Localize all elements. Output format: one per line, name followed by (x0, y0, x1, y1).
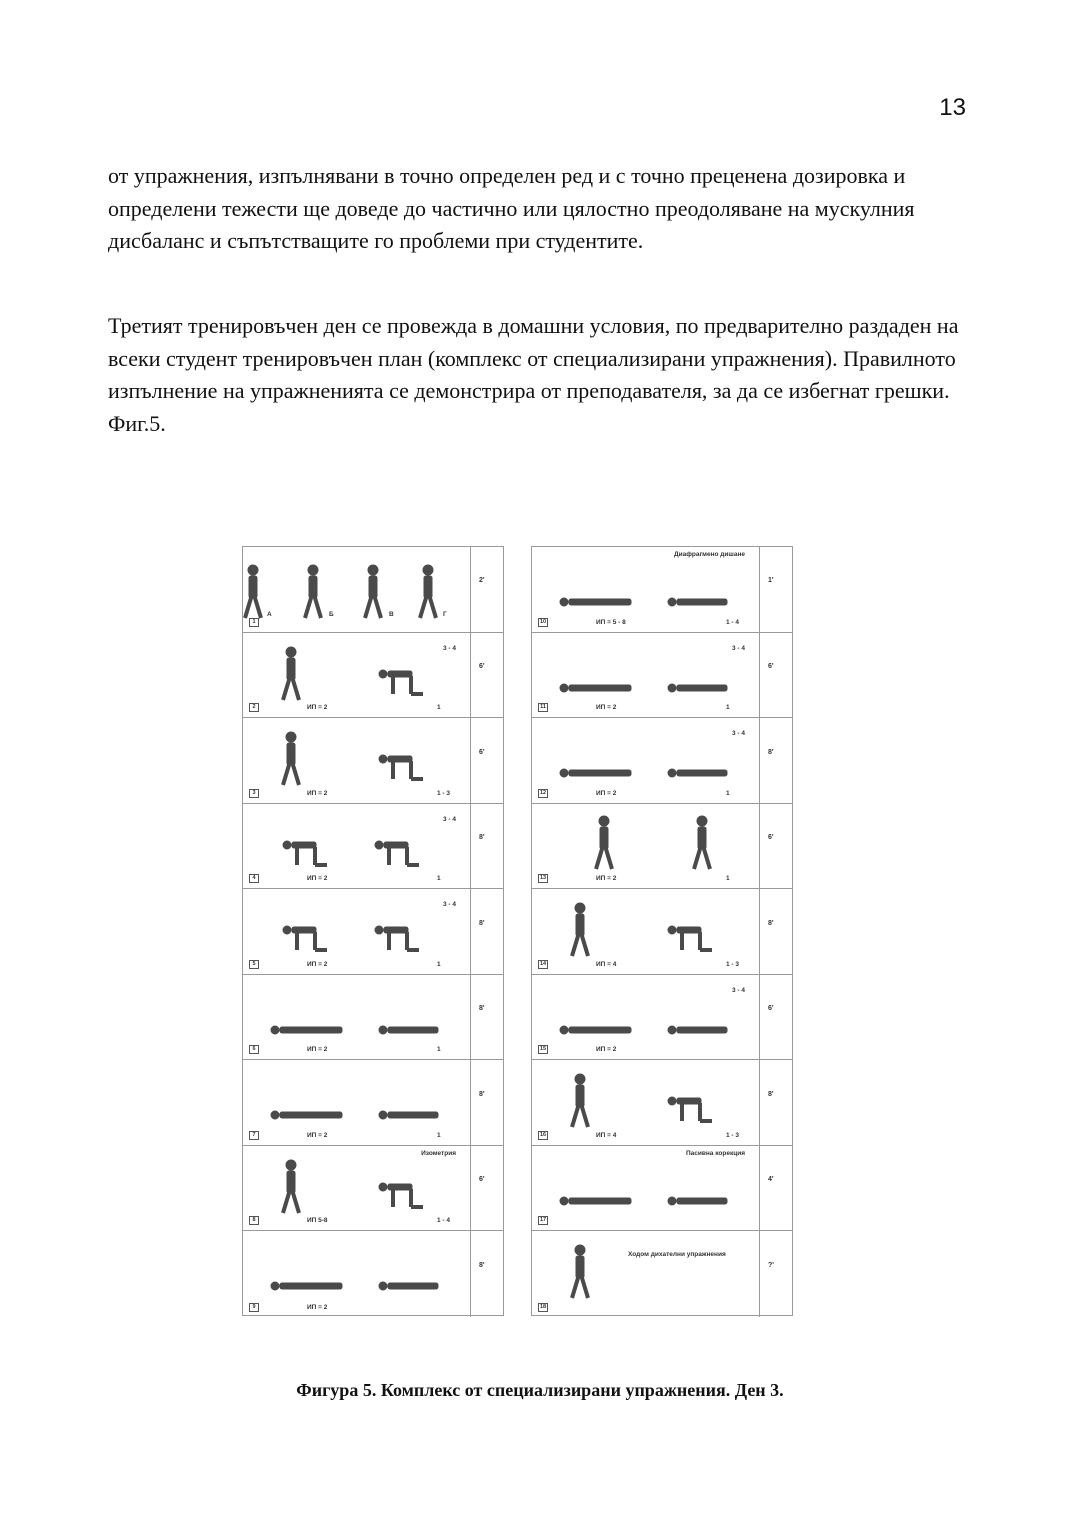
exercise-drawing (532, 1146, 760, 1231)
lying-figure (560, 598, 631, 606)
standing-figure (283, 1160, 299, 1213)
exercise-duration: 8' (479, 1005, 485, 1013)
lying-figure (560, 769, 631, 777)
exercise-drawing (532, 1231, 760, 1316)
exercise-illustration (532, 1231, 760, 1317)
exercise-duration: 1' (768, 577, 774, 585)
repetitions-label: 1 (437, 1131, 441, 1139)
exercise-illustration (243, 1231, 471, 1317)
sitting-figure (596, 816, 612, 869)
start-position-label: ИП = 2 (596, 789, 617, 797)
exercise-row-2 (243, 633, 503, 719)
variant-letter: В (389, 610, 394, 618)
exercise-duration: 6' (768, 834, 774, 842)
exercise-figure (242, 546, 794, 1317)
variant-letter: Б (329, 610, 334, 618)
start-position-label: ИП = 2 (596, 1046, 617, 1054)
bending-figure (379, 755, 423, 779)
standing-figure (283, 647, 299, 700)
repetitions-label: 1 (437, 960, 441, 968)
repetitions-label: 1 - 3 (437, 789, 451, 797)
repetitions-label: 1 - 3 (726, 960, 740, 968)
exercise-duration: 6' (479, 748, 485, 756)
exercise-duration: ?' (768, 1262, 774, 1270)
exercise-row-18 (532, 1231, 792, 1317)
exercise-duration: 8' (479, 834, 485, 842)
lying-figure (379, 1282, 438, 1290)
exercise-number: 18 (539, 1303, 547, 1310)
kneeling-figure (375, 841, 419, 865)
lying-figure (668, 598, 727, 606)
standing-figure (283, 732, 299, 785)
exercise-row-7 (243, 1060, 503, 1146)
exercise-illustration (243, 718, 471, 803)
exercise-number: 1 (249, 618, 259, 627)
exercise-number: 8 (249, 1216, 259, 1225)
start-position-label: ИП = 2 (307, 789, 328, 797)
repetitions-label: 1 - 3 (726, 1131, 740, 1139)
standing-figure (305, 565, 321, 618)
exercise-duration: 6' (768, 662, 774, 670)
lying-figure (668, 1026, 727, 1034)
exercise-row-16 (532, 1060, 792, 1146)
exercise-panel-left (242, 546, 504, 1316)
bending-figure (379, 670, 423, 694)
lying-figure (668, 1197, 727, 1205)
standing-figure (245, 565, 261, 618)
exercise-duration: 8' (479, 1090, 485, 1098)
exercise-duration: 6' (479, 662, 485, 670)
lying-figure (379, 1111, 438, 1119)
exercise-number: 4 (249, 874, 259, 883)
load-label: 3 - 4 (442, 901, 456, 909)
standing-figure (572, 1245, 588, 1298)
exercise-row-3 (243, 718, 503, 804)
exercise-note: Ходом дихателни упражнения (628, 1251, 726, 1259)
exercise-number: 9 (249, 1303, 259, 1312)
repetitions-label: 1 (437, 704, 441, 712)
repetitions-label: 1 (726, 789, 730, 797)
kneeling-figure (283, 926, 327, 950)
exercise-row-17 (532, 1146, 792, 1232)
paragraph-2: Третият тренировъчен ден се провежда в домашни условия, по предварително раздаден на всеки студент тренировъчен план (комплекс от специализирани упражнения). Правилното изпълнение на упражненията се демонстрира от преподавателя, за да се избегнат грешки. Фиг.5. (108, 313, 959, 436)
exercise-illustration (243, 889, 471, 974)
exercise-row-13 (532, 804, 792, 890)
variant-letter: Г (443, 610, 447, 618)
exercise-row-11 (532, 633, 792, 719)
lying-figure (560, 684, 631, 692)
exercise-number: 16 (539, 1131, 547, 1138)
exercise-row-15 (532, 975, 792, 1061)
exercise-illustration (532, 975, 760, 1060)
start-position-label: ИП = 2 (307, 1046, 328, 1054)
standing-figure (420, 565, 436, 618)
exercise-illustration (532, 1060, 760, 1145)
start-position-label: ИП = 4 (596, 1131, 617, 1139)
exercise-row-4 (243, 804, 503, 890)
repetitions-label: 1 - 4 (437, 1217, 451, 1225)
standing-figure (572, 1074, 588, 1127)
lying-figure (560, 1026, 631, 1034)
exercise-number: 12 (539, 789, 547, 796)
exercise-row-5 (243, 889, 503, 975)
exercise-duration: 8' (768, 1090, 774, 1098)
load-label: 3 - 4 (731, 644, 745, 652)
exercise-illustration (243, 1060, 471, 1145)
start-position-label: ИП = 2 (307, 875, 328, 883)
exercise-illustration (532, 804, 760, 889)
exercise-row-8 (243, 1146, 503, 1232)
exercise-illustration (243, 1146, 471, 1231)
figure-caption: Фигура 5. Комплекс от специализирани упражнения. Ден 3. (296, 1380, 784, 1400)
exercise-drawing (243, 547, 471, 632)
exercise-number: 10 (539, 618, 547, 625)
exercise-row-14 (532, 889, 792, 975)
bending-figure (668, 1097, 712, 1121)
variant-letter: А (267, 610, 272, 618)
lying-figure (560, 1197, 631, 1205)
lying-figure (668, 769, 727, 777)
exercise-illustration (532, 547, 760, 632)
load-label: 3 - 4 (442, 644, 456, 652)
repetitions-label: 1 - 4 (726, 618, 740, 626)
exercise-illustration (532, 1146, 760, 1231)
exercise-number: 7 (249, 1131, 259, 1140)
exercise-number: 3 (249, 789, 259, 798)
exercise-row-6 (243, 975, 503, 1061)
exercise-number: 13 (539, 875, 547, 882)
exercise-note: Пасивна корекция (685, 1149, 745, 1157)
exercise-illustration (243, 547, 471, 632)
page-number: 13 (939, 94, 966, 121)
repetitions-label: 1 (726, 875, 730, 883)
exercise-duration: 8' (479, 1262, 485, 1270)
exercise-note: Диафрагмено дишане (673, 551, 745, 558)
lying-figure (271, 1111, 342, 1119)
exercise-illustration (243, 804, 471, 889)
lying-figure (668, 684, 727, 692)
exercise-row-12 (532, 718, 792, 804)
exercise-illustration (243, 633, 471, 718)
exercise-illustration (243, 975, 471, 1060)
exercise-illustration (532, 633, 760, 718)
exercise-duration: 8' (768, 748, 774, 756)
load-label: 3 - 4 (731, 730, 745, 738)
exercise-number: 15 (539, 1046, 547, 1053)
exercise-duration: 6' (768, 1005, 774, 1013)
start-position-label: ИП = 2 (596, 875, 617, 883)
paragraph-1: от упражнения, изпълнявани в точно определен ред и с точно преценена дозировка и определени тежести ще доведе до частично или цялостно преодоляване на мускулния дисбаланс и съпътстващите го проблеми при студентите. (108, 163, 915, 253)
start-position-label: ИП = 2 (307, 704, 328, 712)
exercise-number: 14 (539, 960, 547, 967)
start-position-label: ИП = 2 (307, 960, 328, 968)
exercise-drawing (243, 1231, 471, 1316)
exercise-number: 11 (538, 703, 548, 712)
start-position-label: ИП = 2 (307, 1303, 328, 1311)
repetitions-label: 1 (437, 875, 441, 883)
start-position-label: ИП = 2 (596, 704, 617, 712)
repetitions-label: 1 (726, 704, 730, 712)
start-position-label: ИП = 4 (596, 960, 617, 968)
repetitions-label: 1 (437, 1046, 441, 1054)
exercise-row-9 (243, 1231, 503, 1317)
exercise-duration: 8' (768, 919, 774, 927)
exercise-duration: 4' (768, 1176, 774, 1184)
exercise-number: 5 (249, 960, 259, 969)
exercise-illustration (532, 889, 760, 974)
exercise-number: 6 (249, 1045, 259, 1054)
exercise-duration: 6' (479, 1176, 485, 1184)
kneeling-figure (283, 841, 327, 865)
load-label: 3 - 4 (442, 815, 456, 823)
exercise-note: Изометрия (421, 1149, 456, 1157)
exercise-number: 2 (249, 703, 259, 712)
exercise-row-1 (243, 547, 503, 633)
load-label: 3 - 4 (731, 986, 745, 994)
lying-figure (379, 1026, 438, 1034)
kneeling-figure (375, 926, 419, 950)
start-position-label: ИП = 2 (307, 1131, 328, 1139)
start-position-label: ИП 5-8 (307, 1217, 328, 1225)
lying-figure (271, 1282, 342, 1290)
exercise-row-10 (532, 547, 792, 633)
standing-figure (572, 903, 588, 956)
standing-figure (365, 565, 381, 618)
exercise-panel-right (531, 546, 793, 1316)
exercise-duration: 2' (479, 577, 485, 585)
exercise-illustration (532, 718, 760, 803)
exercise-duration: 8' (479, 919, 485, 927)
lying-figure (271, 1026, 342, 1034)
bending-figure (379, 1183, 423, 1207)
exercise-number: 17 (539, 1217, 547, 1224)
start-position-label: ИП = 5 - 8 (596, 618, 626, 626)
exercise-drawing (532, 975, 760, 1060)
sitting-figure (694, 816, 710, 869)
bending-figure (668, 926, 712, 950)
